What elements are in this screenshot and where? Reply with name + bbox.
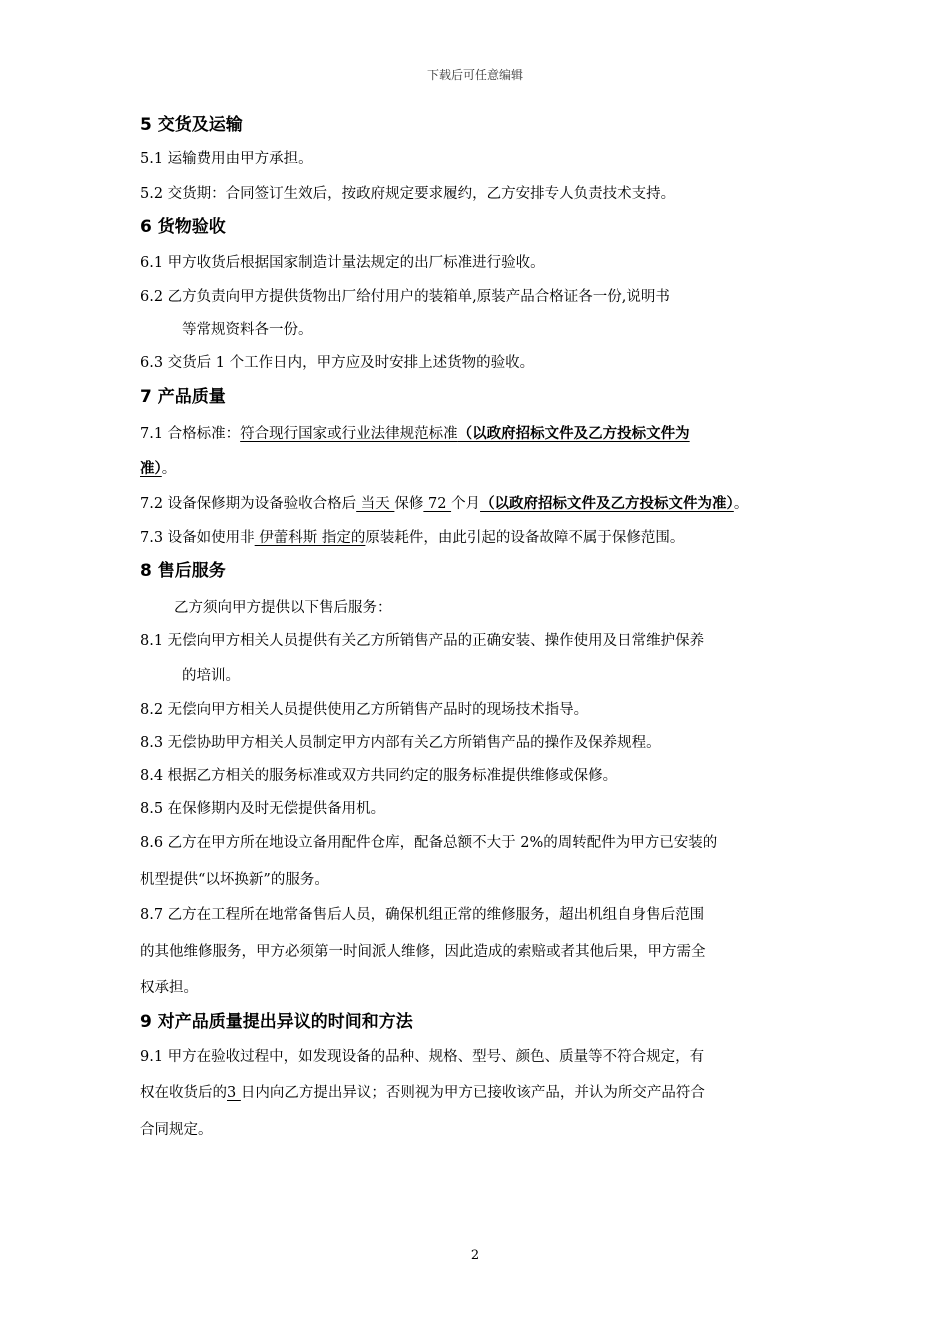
quality-standard-basis: （以政府招标文件及乙方投标文件为 <box>457 425 690 442</box>
clause-8-6-cont: 机型提供“以坏换新”的服务。 <box>140 872 329 888</box>
clause-9-1: 9.1 甲方在验收过程中，如发现设备的品种、规格、型号、颜色、质量等不符合规定，有 <box>140 1049 705 1065</box>
clause-8-2: 8.2 无偿向甲方相关人员提供使用乙方所销售产品时的现场技术指导。 <box>140 702 589 718</box>
clause-7-3 <box>140 528 684 548</box>
clause-8-7-cont2: 权承担。 <box>140 980 198 996</box>
clause-7-1-prefix: 7.1 合格标准： <box>140 426 241 442</box>
clause-8-7: 8.7 乙方在工程所在地常备售后人员，确保机组正常的维修服务，超出机组自身售后范围 <box>140 907 705 923</box>
quality-standard-text: 符合现行国家或行业法律规范标准 <box>240 426 458 442</box>
clause-7-2 <box>140 494 748 514</box>
brand-field: 伊蕾科斯 指定的 <box>254 530 366 546</box>
section-9-title: 9 对产品质量提出异议的时间和方法 <box>140 1012 413 1032</box>
clause-7-1-cont <box>140 459 176 479</box>
section-5-title: 5 交货及运输 <box>140 115 243 135</box>
clause-8-3: 8.3 无偿协助甲方相关人员制定甲方内部有关乙方所销售产品的操作及保养规程。 <box>140 735 661 751</box>
clause-8-1: 8.1 无偿向甲方相关人员提供有关乙方所销售产品的正确安装、操作使用及日常维护保养 <box>140 633 705 649</box>
clause-9-1-pre: 权在收货后的 <box>140 1085 227 1101</box>
clause-7-2-period: 。 <box>733 496 749 512</box>
clause-8-5: 8.5 在保修期内及时无偿提供备用机。 <box>140 801 386 817</box>
clause-9-1-cont1 <box>140 1083 705 1103</box>
clause-8-6: 8.6 乙方在甲方所在地设立备用配件仓库，配备总额不大于 2%的周转配件为甲方已安装的 <box>140 835 718 851</box>
section-6-title: 6 货物验收 <box>140 217 226 237</box>
warranty-basis: （以政府招标文件及乙方投标文件为准） <box>480 495 734 512</box>
clause-5-1: 5.1 运输费用由甲方承担。 <box>140 151 313 167</box>
quality-standard-basis-end: 准） <box>140 460 162 477</box>
clause-8-7-cont1: 的其他维修服务，甲方必须第一时间派人维修，因此造成的索赔或者其他后果，甲方需全 <box>140 944 706 960</box>
section-7-title: 7 产品质量 <box>140 387 226 407</box>
warranty-months-field: 72 <box>423 496 452 512</box>
objection-days-field: 3 <box>227 1085 241 1101</box>
clause-6-2-cont: 等常规资料各一份。 <box>182 322 313 338</box>
clause-7-2-prefix: 7.2 设备保修期为设备验收合格后 <box>140 496 357 512</box>
page-number: 2 <box>470 1248 480 1263</box>
clause-8-1-cont: 的培训。 <box>182 668 240 684</box>
section-8-title: 8 售后服务 <box>140 561 226 581</box>
warranty-start-field: 当天 <box>356 496 395 512</box>
clause-9-1-cont2: 合同规定。 <box>140 1122 213 1138</box>
section-8-intro: 乙方须向甲方提供以下售后服务： <box>174 600 392 616</box>
clause-7-2-mid1: 保修 <box>394 496 424 512</box>
clause-7-3-prefix: 7.3 设备如使用非 <box>140 530 255 546</box>
clause-8-4: 8.4 根据乙方相关的服务标准或双方共同约定的服务标准提供维修或保修。 <box>140 768 618 784</box>
clause-5-2: 5.2 交货期：合同签订生效后，按政府规定要求履约，乙方安排专人负责技术支持。 <box>140 186 676 202</box>
page-header: 下载后可任意编辑 <box>426 68 523 82</box>
clause-7-2-mid2: 个月 <box>451 496 481 512</box>
clause-9-1-rest: 日内向乙方提出异议；否则视为甲方已接收该产品，并认为所交产品符合 <box>240 1085 705 1101</box>
clause-7-3-rest: 原装耗件，由此引起的设备故障不属于保修范围。 <box>365 530 685 546</box>
clause-7-1-period: 。 <box>161 461 177 477</box>
clause-7-1 <box>140 424 690 444</box>
clause-6-2: 6.2 乙方负责向甲方提供货物出厂给付用户的装箱单,原装产品合格证各一份,说明书 <box>140 289 670 305</box>
clause-6-3: 6.3 交货后 1 个工作日内，甲方应及时安排上述货物的验收。 <box>140 355 535 371</box>
clause-6-1: 6.1 甲方收货后根据国家制造计量法规定的出厂标准进行验收。 <box>140 255 545 271</box>
